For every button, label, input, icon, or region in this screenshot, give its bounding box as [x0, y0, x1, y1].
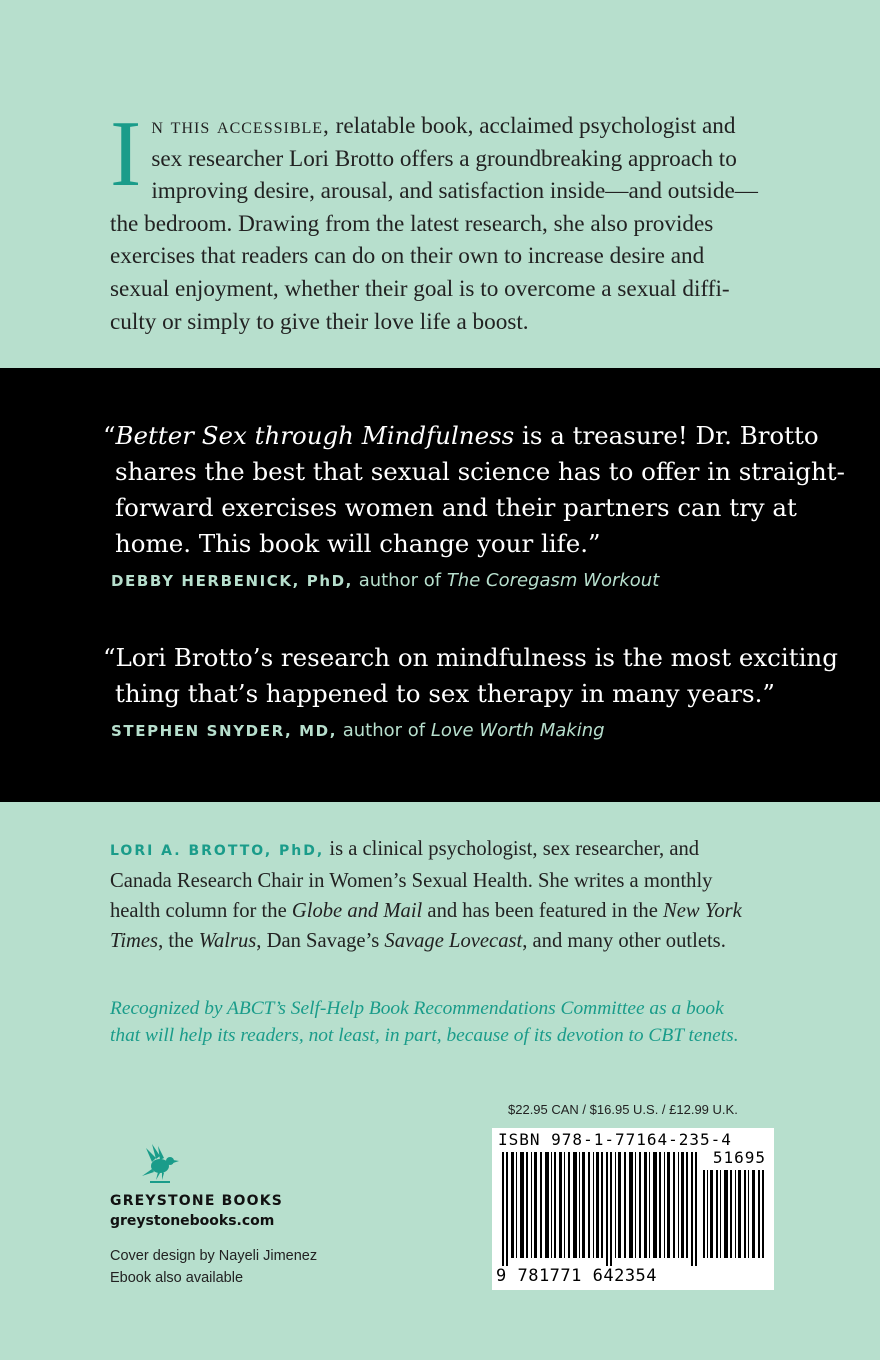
testimonial-attribution: [111, 720, 605, 741]
abct-line: Recognized by ABCT’s Self-Help Book Recommendations Committee as a book: [110, 998, 724, 1019]
testimonial-quote: [103, 640, 838, 712]
attribution-name: DEBBY HERBENICK, PhD,: [111, 572, 353, 590]
ebook-note: Ebook also available: [110, 1270, 244, 1286]
intro-line: improving desire, arousal, and satisfaction inside—and outside—: [151, 178, 758, 205]
publication-title: Walrus: [198, 930, 257, 952]
isbn-number: ISBN 978-1-77164-235-4: [498, 1130, 732, 1149]
attribution-text: author of: [352, 570, 447, 591]
bio-line: is a clinical psychologist, sex researcher, and: [324, 838, 700, 860]
intro-line: culty or simply to give their love life a boost.: [110, 308, 529, 335]
book-title: Better Sex through Mindfulness: [115, 421, 515, 450]
bio-text: and has been featured in the: [422, 900, 664, 922]
credits: [110, 1245, 317, 1289]
barcode-bars: [500, 1152, 766, 1266]
publication-title: New York: [663, 900, 742, 922]
attribution-book: The Coregasm Workout: [446, 570, 660, 591]
intro-line: sexual enjoyment, whether their goal is to overcome a sexual diffi-: [110, 275, 730, 302]
author-bio: [110, 834, 770, 956]
abct-line: that will help its readers, not least, in part, because of its devotion to CBT tenets.: [110, 1025, 739, 1046]
quote-line: forward exercises women and their partners can try at: [115, 493, 797, 522]
intro-line: the bedroom. Drawing from the latest research, she also provides: [110, 210, 714, 237]
intro-line: relatable book, acclaimed psychologist and: [329, 113, 736, 139]
quote-line: “Lori Brotto’s research on mindfulness is the most exciting: [103, 643, 838, 672]
bio-text: , the: [158, 930, 199, 952]
bio-text: , Dan Savage’s: [256, 930, 385, 952]
publication-title: Times: [110, 930, 159, 952]
cover-design-credit: Cover design by Nayeli Jimenez: [110, 1248, 318, 1264]
publication-title: Savage Lovecast: [384, 930, 523, 952]
isbn-barcode: [492, 1128, 774, 1290]
intro-line: sex researcher Lori Brotto offers a groundbreaking approach to: [151, 145, 737, 172]
attribution-name: STEPHEN SNYDER, MD,: [111, 722, 337, 740]
publication-title: Globe and Mail: [291, 900, 423, 922]
price-line: $22.95 CAN / $16.95 U.S. / £12.99 U.K.: [508, 1102, 738, 1117]
ean-number: 9 781771 642354: [496, 1266, 658, 1286]
intro-lead: n this accessible,: [151, 113, 330, 139]
price-code: 51695: [712, 1148, 766, 1167]
publisher-website: greystonebooks.com: [110, 1213, 275, 1229]
quote-line: thing that’s happened to sex therapy in many years.”: [115, 679, 775, 708]
attribution-book: Love Worth Making: [430, 720, 605, 741]
quote-mark: “: [103, 421, 116, 450]
quote-line: shares the best that sexual science has to offer in straight-: [115, 457, 845, 486]
attribution-text: author of: [337, 720, 431, 741]
intro-line: exercises that readers can do on their own to increase desire and: [110, 243, 705, 270]
bird-logo-icon: [138, 1142, 180, 1188]
testimonial-quote: [103, 418, 845, 562]
abct-recognition: [110, 995, 770, 1049]
drop-cap: I: [110, 102, 142, 206]
quote-line: home. This book will change your life.”: [115, 529, 601, 558]
quote-line: is a treasure! Dr. Brotto: [514, 421, 819, 450]
publisher-name: GREYSTONE BOOKS: [110, 1193, 284, 1209]
bio-text: health column for the: [110, 900, 292, 922]
author-name: LORI A. BROTTO, PhD,: [110, 843, 325, 859]
testimonial-attribution: [111, 570, 659, 591]
bio-line: Canada Research Chair in Women’s Sexual Health. She writes a monthly: [110, 870, 713, 892]
bio-text: , and many other outlets.: [522, 930, 726, 952]
intro-paragraph: [110, 102, 772, 338]
